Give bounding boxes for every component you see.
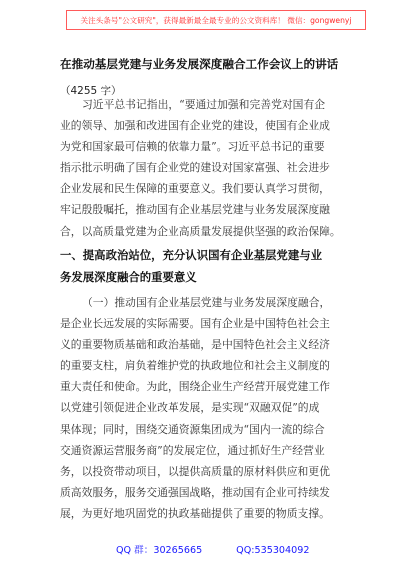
heading-line: 务发展深度融合的重要意义: [60, 270, 197, 284]
word-count: （4255 字）: [60, 85, 122, 97]
body-paragraph: [60, 292, 360, 524]
text-line: 义的重要物质基础和政治基础，是中国特色社会主义经济: [60, 338, 330, 352]
text-line: 展，为更好地巩固党的执政基础提供了重要的物质支撑。: [60, 506, 330, 520]
text-line: 务，以投资带动项目，以提供高质量的原材料供应和更优: [60, 464, 330, 478]
promo-banner: 关注头条号"公文研究"，获得最新最全最专业的公文资料库！ 微信：gongwenyj: [66, 10, 366, 30]
footer-contact: [116, 542, 309, 556]
text-line: 合，以高质量党建为企业高质量发展提供坚强的政治保障。: [60, 224, 341, 238]
text-line: 质高效服务，服务交通强国战略，推动国有企业可持续发: [60, 485, 330, 499]
qq-group: QQ 群：30265665: [116, 545, 203, 556]
section-heading: [60, 244, 360, 288]
qq-number: QQ:535304092: [236, 545, 310, 556]
text-line: 业的领导、加强和改进国有企业党的建设，使国有企业成: [60, 119, 330, 133]
text-line: 是企业长远发展的实际需要。国有企业是中国特色社会主: [60, 317, 330, 331]
text-line: 指示批示明确了国有企业党的建设对国家富强、社会进步: [60, 161, 330, 175]
text-line: 企业发展和民生保障的重要意义。我们要认真学习贯彻，: [60, 182, 330, 196]
text-line: 为党和国家最可信赖的依靠力量”。习近平总书记的重要: [60, 140, 325, 154]
text-line: 以党建引领促进企业改革发展，是实现“双融双促”的成: [60, 401, 320, 415]
text-line: 交通资源运营服务商”的发展定位，通过抓好生产经营业: [60, 443, 325, 457]
text-line: 习近平总书记指出，“要通过加强和完善党对国有企: [82, 98, 326, 111]
text-line: 重大责任和使命。为此，围绕企业生产经营开展党建工作: [60, 380, 330, 394]
intro-paragraph: [60, 94, 360, 242]
text-line: 牢记殷殷嘱托，推动国有企业基层党建与业务发展深度融: [60, 203, 330, 217]
text-line: （一）推动国有企业基层党建与业务发展深度融合，: [82, 296, 331, 309]
text-line: 果体现；同时，围绕交通资源集团成为“国内一流的综合: [60, 422, 325, 436]
heading-line: 一、提高政治站位，充分认识国有企业基层党建与业: [60, 248, 322, 262]
text-line: 的重要支柱，肩负着维护党的执政地位和社会主义制度的: [60, 359, 330, 373]
document-title: 在推动基层党建与业务发展深度融合工作会议上的讲话: [60, 57, 339, 71]
